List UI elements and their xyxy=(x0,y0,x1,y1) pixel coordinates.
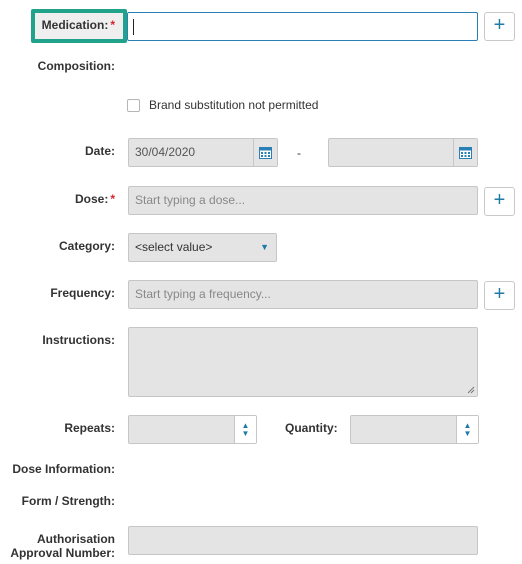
add-medication-button[interactable]: + xyxy=(484,12,515,41)
category-select[interactable]: <select value> ▼ xyxy=(128,233,277,262)
brand-substitution-checkbox[interactable] xyxy=(127,99,140,112)
date-from-input[interactable]: 30/04/2020 xyxy=(128,138,278,167)
authorisation-number-input[interactable] xyxy=(128,526,478,555)
dose-information-label: Dose Information: xyxy=(12,462,115,476)
date-to-input[interactable] xyxy=(328,138,478,167)
brand-substitution-label: Brand substitution not permitted xyxy=(149,98,319,112)
frequency-label: Frequency: xyxy=(50,286,115,300)
stepper-arrows-icon[interactable]: ▲ ▼ xyxy=(234,416,256,443)
dose-input[interactable]: Start typing a dose... xyxy=(128,186,478,215)
instructions-textarea[interactable] xyxy=(128,327,478,397)
medication-input[interactable] xyxy=(127,12,478,41)
date-range-separator: - xyxy=(297,146,301,160)
date-label: Date: xyxy=(84,144,115,158)
required-mark: * xyxy=(110,18,115,32)
stepper-arrows-icon[interactable]: ▲ ▼ xyxy=(456,416,478,443)
authorisation-label: Authorisation Approval Number: xyxy=(10,532,115,560)
repeats-stepper[interactable] xyxy=(128,415,257,444)
required-mark: * xyxy=(110,192,115,206)
quantity-stepper[interactable] xyxy=(350,415,479,444)
quantity-label: Quantity: xyxy=(285,421,338,435)
add-frequency-button[interactable]: + xyxy=(484,281,515,310)
resize-handle-icon[interactable] xyxy=(467,386,475,394)
medication-label: Medication: * xyxy=(41,18,115,32)
add-dose-button[interactable]: + xyxy=(484,187,515,216)
calendar-icon[interactable] xyxy=(253,139,277,166)
category-label: Category: xyxy=(58,239,115,253)
dose-label: Dose: * xyxy=(74,192,115,206)
frequency-input[interactable]: Start typing a frequency... xyxy=(128,280,478,309)
repeats-label: Repeats: xyxy=(64,421,115,435)
form-strength-label: Form / Strength: xyxy=(21,494,115,508)
instructions-label: Instructions: xyxy=(42,333,115,347)
calendar-icon[interactable] xyxy=(453,139,477,166)
chevron-down-icon: ▼ xyxy=(260,242,269,252)
composition-label: Composition: xyxy=(37,59,115,73)
text-cursor xyxy=(133,19,134,35)
